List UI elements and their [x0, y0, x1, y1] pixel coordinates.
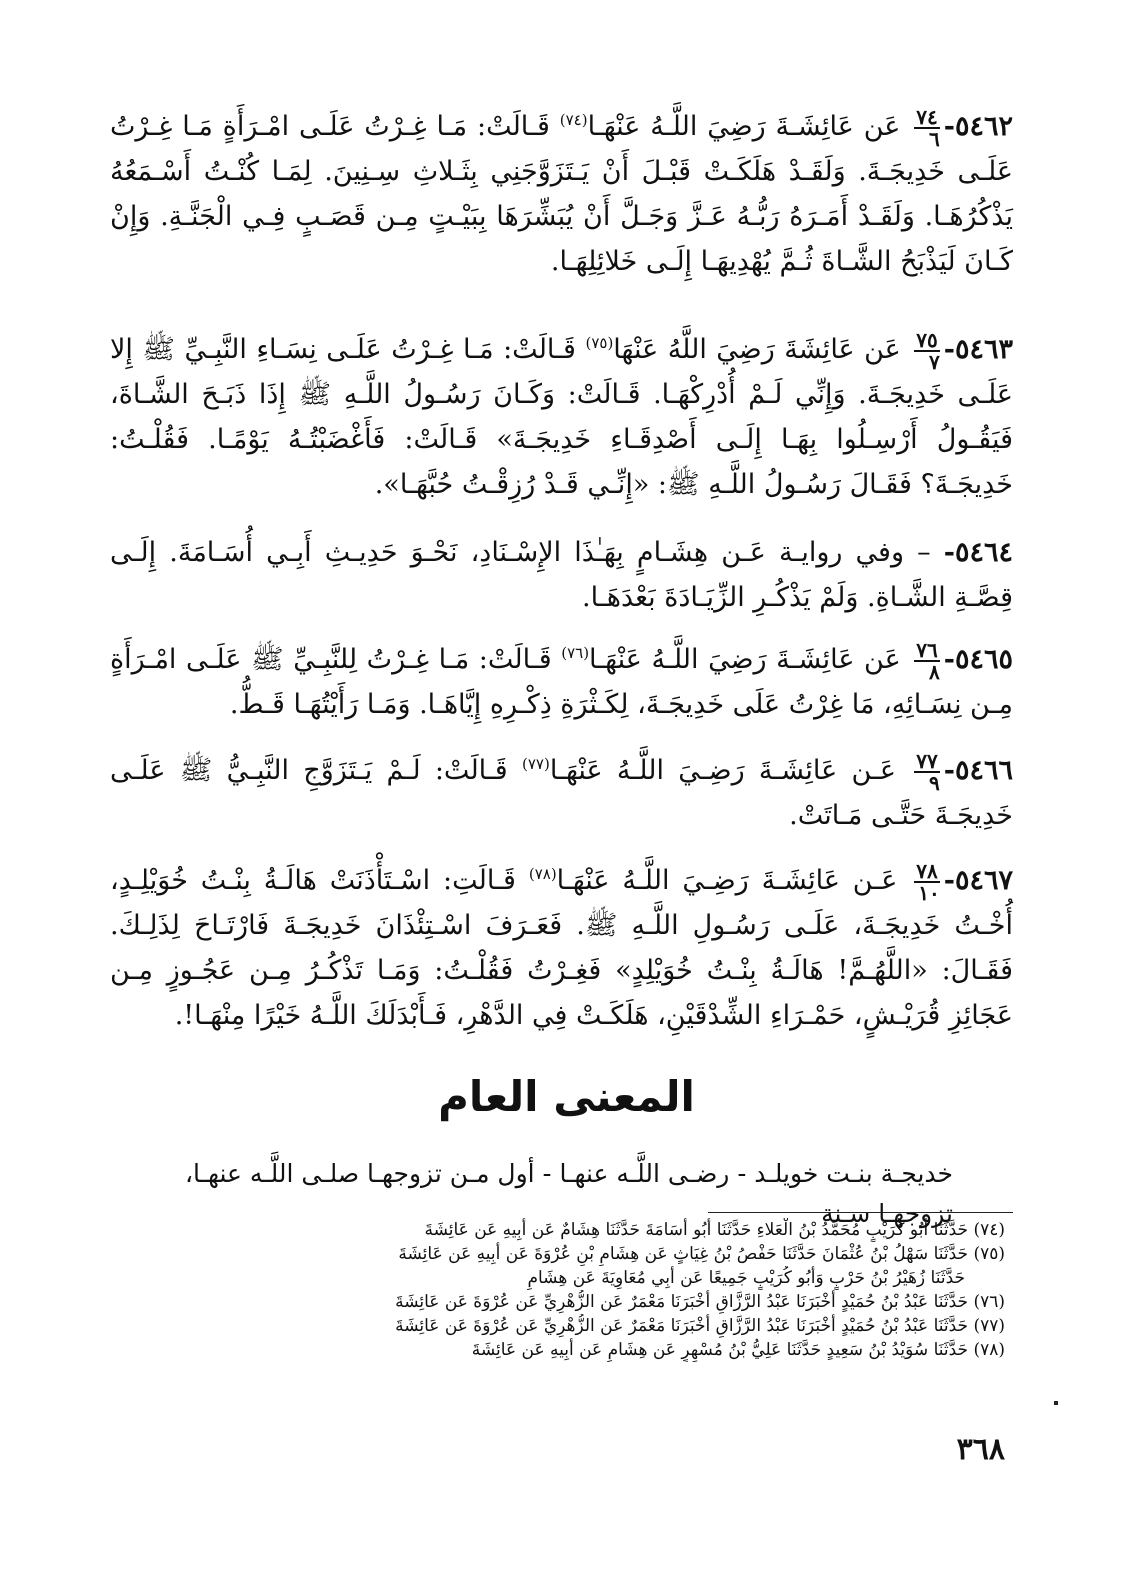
- footnote-74: (٧٤) حَدَّثَنَا أَبُو كُرَيْبٍ مُحَمَّدُ بْنُ الْعَلاءِ حَدَّثَنَا أَبُو أُسَامَةَ حَدَّثَنَا هِشَامٌ عَن أَبِيهِ عَن عَائِشَةَ: [424, 1220, 1005, 1240]
- footnote-ref: (٧٨): [528, 865, 557, 883]
- cross-reference-fraction: $\frac{٧٦}{٨}$: [916, 637, 940, 684]
- hadith-isnad: عَن عَائِشَـةَ رَضِيَ اللَّـهُ عَنْهَـا: [589, 644, 901, 675]
- hadith-text: قَـالَتْ: مَـا غِـرْتُ عَلَـى امْـرَأَةٍ مَـا غِـرْتُ عَلَـى خَدِيجَـةَ. وَلَقَـدْ هَلَكَـتْ قَبْـلَ أَنْ يَـتَزَوَّجَنِي بِثَـلاثِ سِـنِينَ. لِمَـا كُنْـتُ أَسْـمَعُهُ يَذْكُرُهَـا. وَلَقَـدْ أَمَـرَهُ رَبُّـهُ عَـزَّ وَجَـلَّ أَنْ يُبَشِّرَهَا بِبَيْـتٍ مِـن قَصَـبٍ فِـي الْجَنَّـةِ. وَإِنْ كَـانَ لَيَذْبَحُ الشَّـاةَ ثُـمَّ يُهْدِيهَـا إِلَـى خَلائِلِهَـا.: [110, 111, 1013, 277]
- hadith-isnad: عَن عَائِشَةَ رَضِيَ اللَّهُ عَنْهَا: [613, 334, 901, 365]
- cross-reference-fraction: $\frac{٧٤}{٦}$: [916, 104, 940, 151]
- hadith-isnad: عَـن عَائِشَـةَ رَضِـيَ اللَّـهُ عَنْهَـا: [556, 865, 898, 896]
- footnote-ref: (٧٧): [521, 755, 550, 773]
- hadith-text: قَـالَتْ: لَـمْ يَـتَزَوَّجِ النَّبِـيُّ ﷺ عَلَـى خَدِيجَـةَ حَتَّـى مَـاتَتْ.: [110, 755, 1013, 831]
- hadith-dash: -: [943, 537, 955, 568]
- section-intro-text: خديجـة بنـت خويلـد - رضـى اللَّـه عنهـا - أول مـن تزوجهـا صلـى اللَّـه عنهـا، تزوجهـا سـنة: [184, 1159, 953, 1228]
- hadith-isnad: عَـن عَائِشَـةَ رَضِـيَ اللَّـهُ عَنْهَـا: [549, 755, 897, 786]
- page-number: ٣٦٨: [956, 1432, 1005, 1467]
- footnotes: [125, 1218, 1005, 1362]
- hadith-5465: [110, 637, 1013, 727]
- hadith-number: ٥٤٦٤: [954, 537, 1013, 568]
- hadith-number: ٥٤٦٧: [954, 865, 1013, 896]
- footnote-76: (٧٦) حَدَّثَنَا عَبْدُ بْنُ حُمَيْدٍ أَخْبَرَنَا عَبْدُ الرَّزَّاقِ أَخْبَرَنَا مَعْمَرٌ عَن الزُّهْرِيِّ عَن عُرْوَةَ عَن عَائِشَةَ: [395, 1292, 1005, 1312]
- hadith-number: ٥٤٦٦: [954, 755, 1013, 786]
- hadith-number: ٥٤٦٥: [954, 644, 1013, 675]
- footnote-ref: (٧٥): [585, 334, 614, 352]
- hadith-5463: [110, 327, 1013, 507]
- hadith-number: ٥٤٦٢: [954, 111, 1013, 142]
- cross-reference-fraction: $\frac{٧٥}{٧}$: [916, 327, 940, 374]
- hadith-text: – وفي روايـة عَـن هِشَـامٍ بِهَـٰذَا الإِسْـنَادِ، نَحْـوَ حَدِيـثِ أَبِـي أُسَـامَةَ. إِلَـى قِصَّـةِ الشَّـاةِ. وَلَمْ يَذْكُـرِ الزِّيَـادَةَ بَعْدَهَـا.: [110, 537, 1013, 613]
- hadith-isnad: عَن عَائِشَـةَ رَضِيَ اللَّـهُ عَنْهَـا: [587, 111, 901, 142]
- footnote-ref: (٧٤): [559, 111, 588, 129]
- footnote-75: (٧٥) حَدَّثَنَا سَهْلُ بْنُ عُثْمَانَ حَدَّثَنَا حَفْصُ بْنُ غِيَاثٍ عَن هِشَامِ بْنِ عُرْوَةَ عَن أَبِيهِ عَن عَائِشَةَ: [398, 1244, 1005, 1264]
- hadith-dash: -: [943, 865, 955, 896]
- hadith-5464: [110, 530, 1013, 620]
- hadith-number: ٥٤٦٣: [954, 334, 1013, 365]
- hadith-dash: -: [943, 334, 955, 365]
- hadith-5462: [110, 104, 1013, 284]
- footnote-78: (٧٨) حَدَّثَنَا سُوَيْدُ بْنُ سَعِيدٍ حَدَّثَنَا عَلِيُّ بْنُ مُسْهِرٍ عَن هِشَامٍ عَن أَبِيهِ عَن عَائِشَةَ: [471, 1340, 1005, 1360]
- cross-reference-fraction: $\frac{٧٧}{٩}$: [916, 748, 940, 795]
- hadith-text: قَـالَتْ: مَـا غِـرْتُ عَلَـى نِسَـاءِ النَّبِـيِّ ﷺ إِلا عَلَـى خَدِيجَـةَ. وَإِنِّي لَـمْ أُدْرِكْهَـا. قَـالَتْ: وَكَـانَ رَسُـولُ اللَّـهِ ﷺ إِذَا ذَبَـحَ الشَّـاةَ، فَيَقُـولُ أَرْسِـلُوا بِهَـا إِلَـى أَصْدِقَـاءِ خَدِيجَـةَ» قَـالَتْ: فَأَغْضَبْتُـهُ يَوْمًـا. فَقُلْـتُ: خَدِيجَـةَ؟ فَقَـالَ رَسُـولُ اللَّـهِ ﷺ: «إِنِّـي قَـدْ رُزِقْـتُ حُبَّهَـا».: [110, 334, 1013, 500]
- footnote-77: (٧٧) حَدَّثَنَا عَبْدُ بْنُ حُمَيْدٍ أَخْبَرَنَا عَبْدُ الرَّزَّاقِ أَخْبَرَنَا مَعْمَرٌ عَن الزُّهْرِيِّ عَن عُرْوَةَ عَن عَائِشَةَ: [395, 1316, 1005, 1336]
- hadith-5467: [110, 858, 1013, 1038]
- hadith-dash: -: [943, 111, 955, 142]
- footnote-separator: [708, 1212, 1013, 1213]
- hadith-dash: -: [943, 755, 955, 786]
- section-title: المعنى العام: [438, 1072, 695, 1121]
- scan-speck: [1054, 1401, 1058, 1405]
- hadith-dash: -: [943, 644, 955, 675]
- hadith-5466: [110, 748, 1013, 838]
- hadith-text: قَـالَتِ: اسْـتَأْذَنَتْ هَالَـةُ بِنْـتُ خُوَيْلِـدٍ، أُخْـتُ خَدِيجَـةَ، عَلَـى رَسُـولِ اللَّـهِ ﷺ. فَعَـرَفَ اسْـتِئْذَانَ خَدِيجَـةَ فَارْتَـاحَ لِذَلِـكَ. فَقَـالَ: «اللَّهُـمَّ! هَالَـةُ بِنْـتُ خُوَيْلِدٍ» فَغِـرْتُ فَقُلْـتُ: وَمَـا تَذْكُـرُ مِـن عَجُـوزٍ مِـن عَجَائِزِ قُرَيْـشٍ، حَمْـرَاءِ الشِّدْقَيْنِ، هَلَكَـتْ فِي الدَّهْرِ، فَـأَبْدَلَكَ اللَّـهُ خَيْرًا مِنْهَـا!.: [110, 865, 1013, 1031]
- footnote-75-continuation: حَدَّثَنَا زُهَيْرُ بْنُ حَرْبٍ وَأَبُو كُرَيْبٍ جَمِيعًا عَن أَبِي مُعَاوِيَةَ عَن هِشَامٍ: [527, 1268, 965, 1288]
- cross-reference-fraction: $\frac{٧٨}{١٠}$: [916, 858, 940, 905]
- hadith-text: قَـالَتْ: مَـا غِـرْتُ لِلنَّبِـيِّ ﷺ عَلَـى امْـرَأَةٍ مِـن نِسَـائِهِ، مَا غِرْتُ عَلَى خَدِيجَـةَ، لِكَـثْرَةِ ذِكْـرِهِ إِيَّاهَـا. وَمَـا رَأَيْتُهَـا قَـطُّ.: [110, 644, 1013, 720]
- footnote-ref: (٧٦): [561, 644, 590, 662]
